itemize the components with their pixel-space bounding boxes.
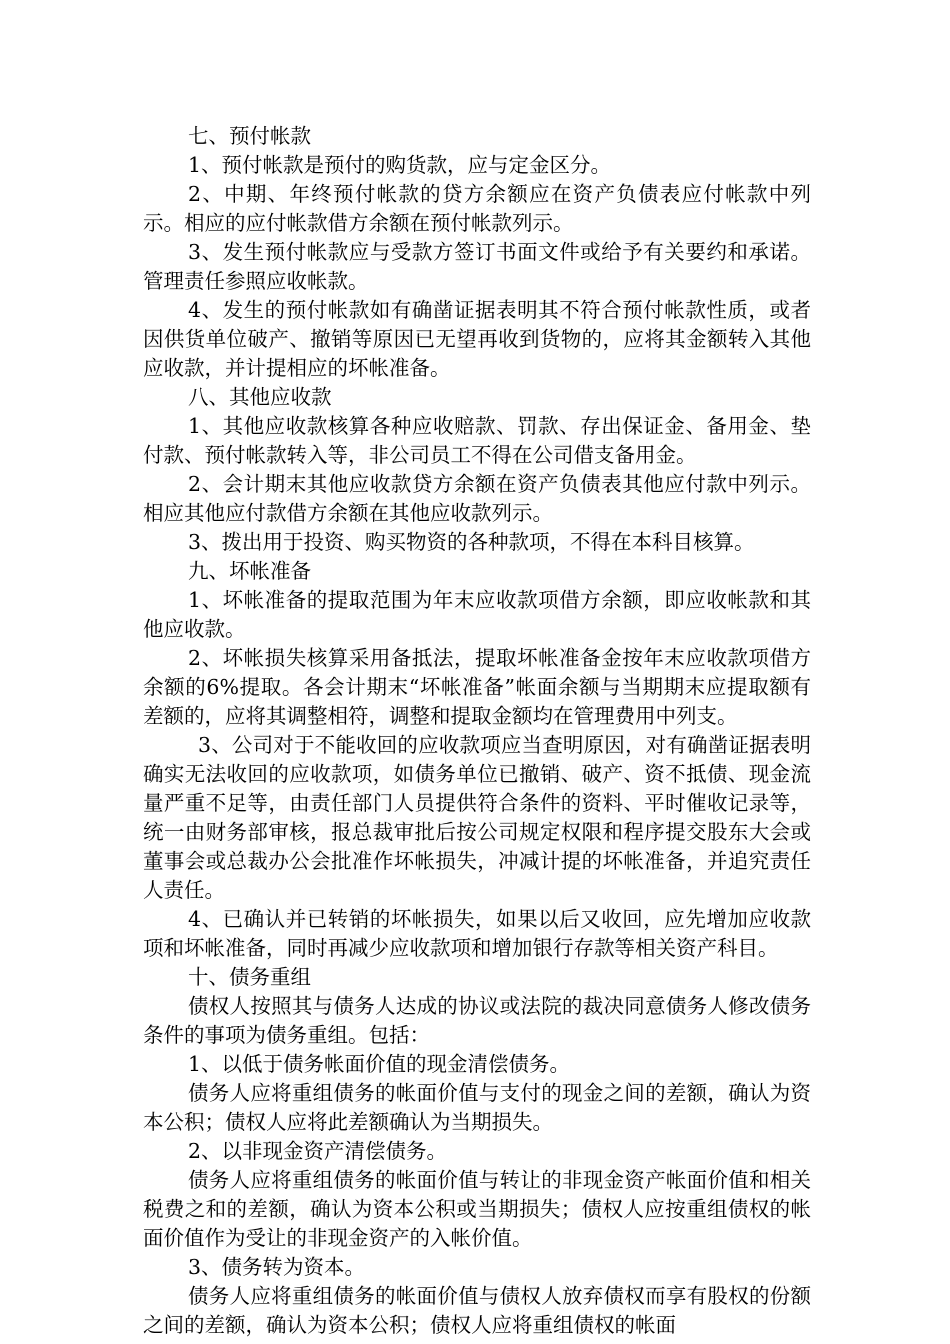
- paragraph-8-1: 1、其他应收款核算各种应收赔款、罚款、存出保证金、备用金、垫付款、预付帐款转入等，非公司员工不得在公司借支备用金。: [143, 414, 811, 467]
- paragraph-9-4: 4、已确认并已转销的坏帐损失，如果以后又收回，应先增加应收款项和坏帐准备，同时再减少应收款项和增加银行存款等相关资产科目。: [143, 907, 811, 960]
- paragraph-9-1: 1、坏帐准备的提取范围为年末应收款项借方余额，即应收帐款和其他应收款。: [143, 588, 811, 641]
- paragraph-10-1: 1、以低于债务帐面价值的现金清偿债务。: [188, 1052, 571, 1076]
- paragraph-10-1-detail: 债务人应将重组债务的帐面价值与支付的现金之间的差额，确认为资本公积；债权人应将此差额确认为当期损失。: [143, 1081, 811, 1134]
- paragraph-10-2: 2、以非现金资产清偿债务。: [188, 1139, 448, 1163]
- section-heading-10: 十、债务重组: [188, 965, 311, 989]
- paragraph-10-3: 3、债务转为资本。: [188, 1255, 366, 1279]
- paragraph-9-2: 2、坏帐损失核算采用备抵法，提取坏帐准备金按年末应收款项借方余额的6%提取。各会计期末“坏帐准备”帐面余额与当期期末应提取额有差额的，应将其调整相符，调整和提取金额均在管理费用中列支。: [143, 646, 811, 728]
- paragraph-10-intro: 债权人按照其与债务人达成的协议或法院的裁决同意债务人修改债务条件的事项为债务重组。包括：: [143, 994, 811, 1047]
- paragraph-9-3: 3、公司对于不能收回的应收款项应当查明原因，对有确凿证据表明确实无法收回的应收款项，如债务单位已撤销、破产、资不抵债、现金流量严重不足等，由责任部门人员提供符合条件的资料、平时催收记录等，统一由财务部审核，报总裁审批后按公司规定权限和程序提交股东大会或董事会或总裁办公会批准作坏帐损失，冲减计提的坏帐准备，并追究责任人责任。: [143, 733, 811, 902]
- section-heading-9: 九、坏帐准备: [188, 559, 311, 583]
- paragraph-10-2-detail: 债务人应将重组债务的帐面价值与转让的非现金资产帐面价值和相关税费之和的差额，确认为资本公积或当期损失；债权人应按重组债权的帐面价值作为受让的非现金资产的入帐价值。: [143, 1168, 811, 1250]
- paragraph-7-1: 1、预付帐款是预付的购货款，应与定金区分。: [188, 153, 612, 177]
- paragraph-8-3: 3、拨出用于投资、购买物资的各种款项，不得在本科目核算。: [188, 530, 755, 554]
- paragraph-10-3-detail: 债务人应将重组债务的帐面价值与债权人放弃债权而享有股权的份额之间的差额，确认为资本公积；债权人应将重组债权的帐面: [143, 1284, 811, 1337]
- paragraph-7-3: 3、发生预付帐款应与受款方签订书面文件或给予有关要约和承诺。管理责任参照应收帐款。: [143, 240, 811, 293]
- document-page: [143, 122, 811, 1340]
- paragraph-8-2: 2、会计期末其他应收款贷方余额在资产负债表其他应付款中列示。相应其他应付款借方余额在其他应收款列示。: [143, 472, 811, 525]
- paragraph-7-2: 2、中期、年终预付帐款的贷方余额应在资产负债表应付帐款中列示。相应的应付帐款借方余额在预付帐款列示。: [143, 182, 811, 235]
- section-heading-8: 八、其他应收款: [188, 385, 332, 409]
- section-heading-7: 七、预付帐款: [188, 124, 311, 148]
- paragraph-7-4: 4、发生的预付帐款如有确凿证据表明其不符合预付帐款性质，或者因供货单位破产、撤销等原因已无望再收到货物的，应将其金额转入其他应收款，并计提相应的坏帐准备。: [143, 298, 811, 380]
